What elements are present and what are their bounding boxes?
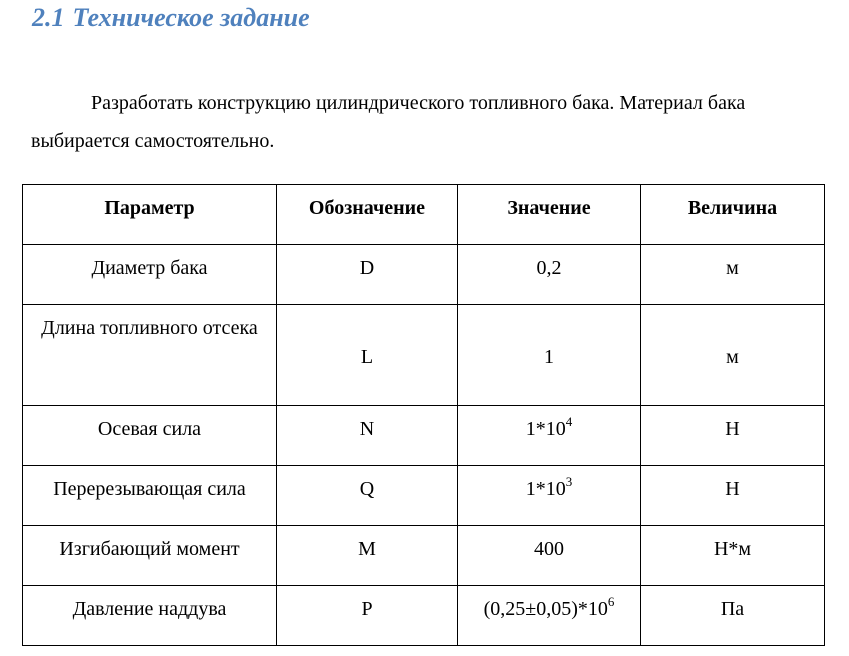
cell-unit: Н*м <box>641 526 825 586</box>
table-header-row <box>23 185 825 245</box>
table-row <box>23 586 825 646</box>
cell-unit: Н <box>641 406 825 466</box>
table-row <box>23 466 825 526</box>
value-base: 1 <box>544 345 554 368</box>
value-exponent: 3 <box>565 474 573 489</box>
cell-unit: Па <box>641 586 825 646</box>
value-base: 1*10 <box>525 478 566 500</box>
cell-value <box>458 406 641 466</box>
cell-unit: Н <box>641 466 825 526</box>
cell-unit: м <box>641 305 825 406</box>
table-row <box>23 526 825 586</box>
value-exponent: 6 <box>607 594 615 609</box>
table-row <box>23 305 825 406</box>
cell-value <box>458 245 641 305</box>
cell-parameter: Длина топливного отсека <box>23 305 277 406</box>
value-exponent: 4 <box>565 414 573 429</box>
header-parameter: Параметр <box>23 185 277 245</box>
intro-paragraph: Разработать конструкцию цилиндрического топливного бака. Материал бака выбирается самостоятельно. <box>31 92 746 152</box>
cell-unit: м <box>641 245 825 305</box>
value-base: 0,2 <box>536 257 562 279</box>
cell-symbol: N <box>277 406 458 466</box>
cell-parameter: Перерезывающая сила <box>23 466 277 526</box>
cell-symbol: L <box>277 305 458 406</box>
header-unit: Величина <box>641 185 825 245</box>
header-symbol: Обозначение <box>277 185 458 245</box>
cell-value <box>458 466 641 526</box>
cell-value <box>458 526 641 586</box>
section-heading <box>32 3 310 33</box>
cell-parameter: Осевая сила <box>23 406 277 466</box>
value-base: (0,25±0,05)*10 <box>483 598 608 620</box>
cell-value <box>458 586 641 646</box>
section-number: 2.1 <box>32 3 65 32</box>
cell-value <box>458 305 641 406</box>
spec-table <box>22 184 825 646</box>
cell-symbol: M <box>277 526 458 586</box>
value-base: 400 <box>534 538 564 560</box>
section-title: Техническое задание <box>72 3 310 32</box>
cell-symbol: P <box>277 586 458 646</box>
cell-parameter: Диаметр бака <box>23 245 277 305</box>
cell-symbol: D <box>277 245 458 305</box>
cell-symbol: Q <box>277 466 458 526</box>
table-row <box>23 245 825 305</box>
cell-parameter: Давление наддува <box>23 586 277 646</box>
value-base: 1*10 <box>525 418 566 440</box>
table-row <box>23 406 825 466</box>
header-value: Значение <box>458 185 641 245</box>
cell-parameter: Изгибающий момент <box>23 526 277 586</box>
